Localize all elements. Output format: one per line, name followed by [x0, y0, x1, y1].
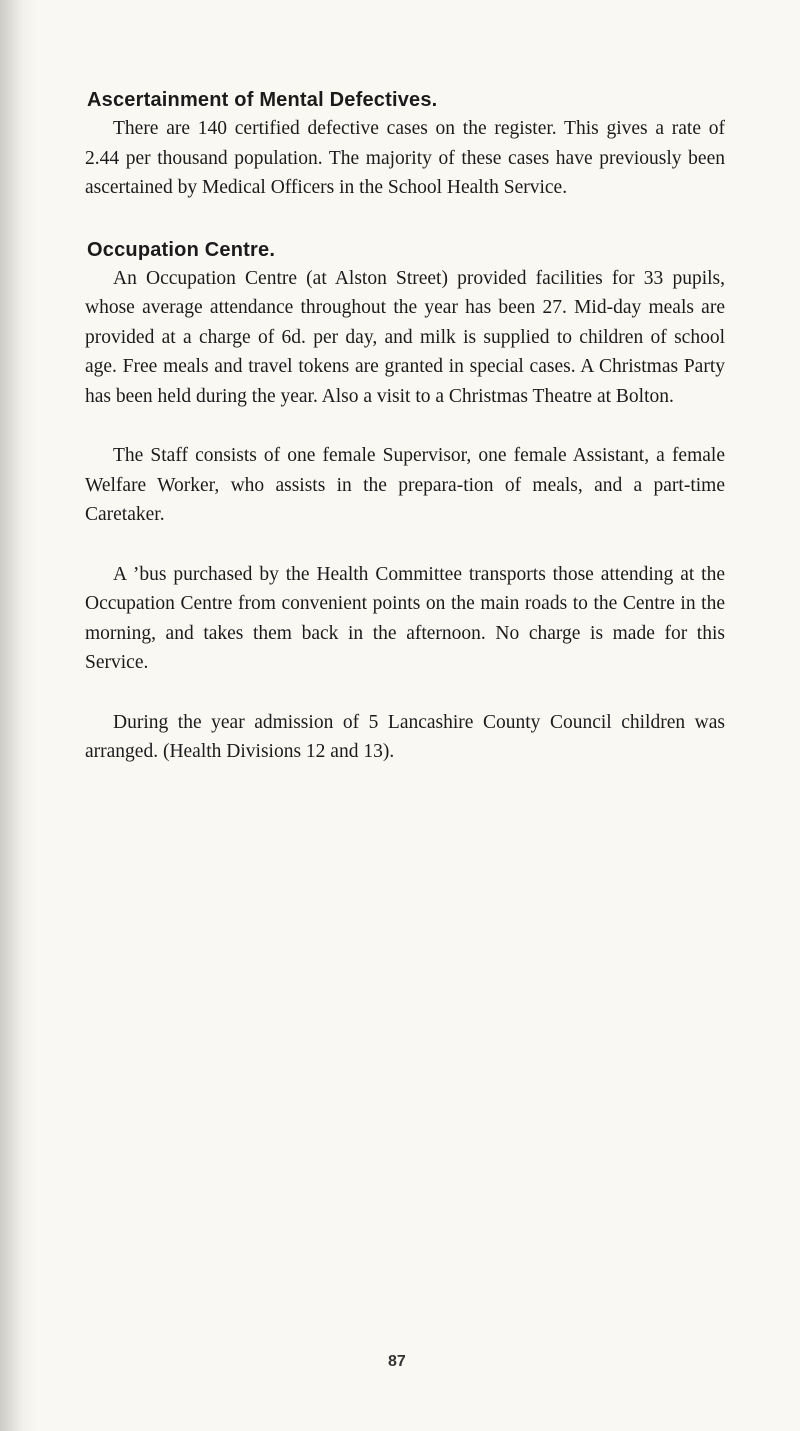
- paragraph-register: There are 140 certified defective cases on the register. This gives a rate of 2.44 per thousand population. The majority of these cases have previously been ascertained by Medical Officers in the School Health Service.: [85, 118, 725, 198]
- section-heading-occupation-centre: Occupation Centre.: [87, 238, 276, 261]
- paragraph-admission: During the year admission of 5 Lancashire County Council children was arranged. (Health Divisions 12 and 13).: [85, 711, 725, 762]
- paragraph-occupation-centre: An Occupation Centre (at Alston Street) provided facilities for 33 pupils, whose average attendance throughout the year has been 27. Mid-day meals are provided at a charge of 6d. per day, and milk is supplied to children of school age. Free meals and travel tokens are granted in special cases. A Christmas Party has been held during the year. Also a visit to a Christmas Theatre at Bolton.: [85, 267, 725, 407]
- paragraph-transport: A ’bus purchased by the Health Committee transports those attending at the Occupation Centre from convenient points on the main roads to the Centre in the morning, and takes them back in the afternoon. No charge is made for this Service.: [85, 563, 725, 673]
- page-edge-shadow: [0, 0, 38, 1431]
- section-heading-ascertainment: Ascertainment of Mental Defectives.: [87, 89, 438, 111]
- paragraph-staff: The Staff consists of one female Supervisor, one female Assistant, a female Welfare Worker, who assists in the prepara-tion of meals, and a part-time Caretaker.: [85, 445, 725, 525]
- page-number: 87: [388, 1353, 406, 1370]
- document-body: [85, 86, 725, 767]
